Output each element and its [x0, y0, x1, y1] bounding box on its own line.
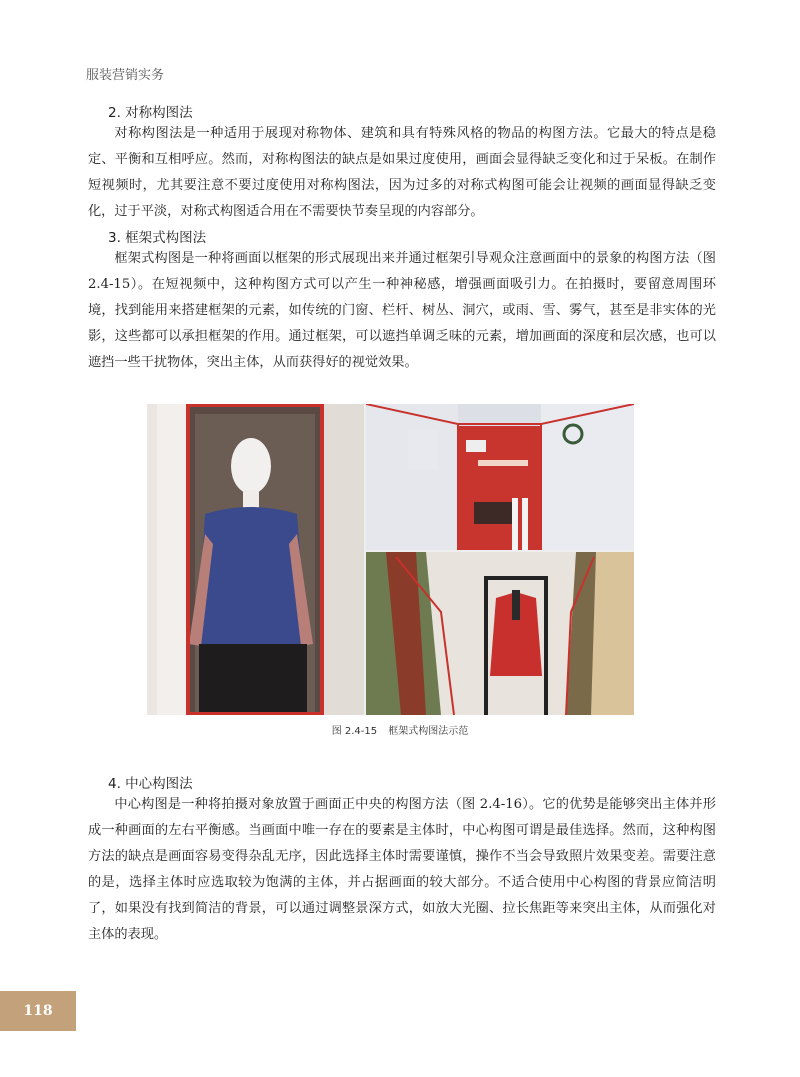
section-title-symmetric: 2. 对称构图法: [108, 105, 193, 121]
figure-number: 图 2.4-15: [331, 726, 378, 737]
section-title-center: 4. 中心构图法: [108, 776, 193, 792]
paragraph-symmetric: 对称构图法是一种适用于展现对称物体、建筑和具有特殊风格的物品的构图方法。它最大的特点是稳定、平衡和互相呼应。然而，对称构图法的缺点是如果过度使用，画面会显得缺乏变化和过于呆板。在制作短视频时，尤其要注意不要过度使用对称构图法，因为过多的对称式构图可能会让视频的画面显得缺乏变化，过于平淡，对称式构图适合用在不需要快节奏呈现的内容部分。: [88, 126, 716, 219]
photo-store-entrance: [366, 404, 634, 550]
page-number: 118: [0, 991, 76, 1031]
figure-caption: [0, 722, 800, 737]
paragraph-center: 中心构图是一种将拍摄对象放置于画面正中央的构图方法（图 2.4-16）。它的优势是能够突出主体并形成一种画面的左右平衡感。当画面中唯一存在的要素是主体时，中心构图可谓是最佳选择。然而，这种构图方法的缺点是画面容易变得杂乱无序，因此选择主体时需要谨慎，操作不当会导致照片效果变差。需要注意的是，选择主体时应选取较为饱满的主体，并占据画面的较大部分。不适合使用中心构图的背景应简洁明了，如果没有找到简洁的背景，可以通过调整景深方式，如放大光圈、拉长焦距等来突出主体，从而强化对主体的表现。: [88, 797, 716, 942]
running-header: 服装营销实务: [86, 68, 165, 83]
photo-clothing-rack: [366, 552, 634, 715]
figure-caption-text: 框架式构图法示范: [388, 726, 469, 737]
photo-mannequin: [147, 404, 364, 715]
section-title-frame: 3. 框架式构图法: [108, 230, 207, 246]
paragraph-frame: 框架式构图是一种将画面以框架的形式展现出来并通过框架引导观众注意画面中的景象的构图方法（图 2.4-15）。在短视频中，这种构图方式可以产生一种神秘感，增强画面吸引力。在拍摄时，要留意周围环境，找到能用来搭建框架的元素，如传统的门窗、栏杆、树丛、洞穴，或雨、雪、雾气，甚至是非实体的光影，这些都可以承担框架的作用。通过框架，可以遮挡单调乏味的元素，增加画面的深度和层次感，也可以遮挡一些干扰物体，突出主体，从而获得好的视觉效果。: [88, 251, 716, 370]
figure-frame-composition: [147, 404, 634, 715]
